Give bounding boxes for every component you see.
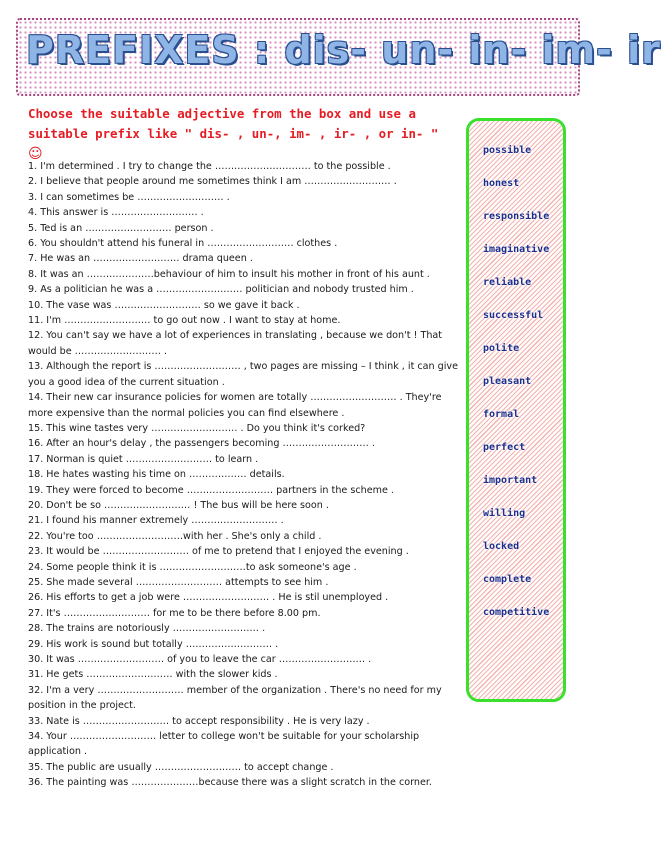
exercise-sentence: 25. She made several ……………………… attempts to see him . — [28, 576, 329, 588]
word-item: important — [483, 475, 538, 486]
exercise-sentence: 16. After an hour's delay , the passengers becoming ……………………… . — [28, 438, 375, 450]
exercise-sentence: 4. This answer is ……………………… . — [28, 207, 204, 219]
exercise-sentence: 26. His efforts to get a job were ……………………… . He is stil unemployed . — [28, 592, 389, 604]
exercise-sentence: 28. The trains are notoriously ……………………… . — [28, 623, 266, 635]
title-banner — [16, 18, 661, 96]
exercise-sentence: 31. He gets ……………………… with the slower kids . — [28, 669, 278, 681]
exercise-list — [28, 159, 458, 791]
exercise-sentence: 6. You shouldn't attend his funeral in ……………………… clothes . — [28, 238, 338, 250]
word-item: willing — [483, 508, 526, 519]
exercise-sentence: 34. Your ……………………… letter to college won't be suitable for your scholarship application . — [28, 731, 420, 758]
exercise-sentence: 14. Their new car insurance policies for women are totally ……………………… . They're more expensive than the normal policies you can find elsewhere . — [28, 392, 442, 419]
exercise-sentence: 30. It was ……………………… of you to leave the car ……………………… . — [28, 654, 372, 665]
exercise-sentence: 1. I'm determined . I try to change the ………………………… to the possible . — [28, 161, 391, 172]
exercise-sentence: 11. I'm ……………………… to go out now . I want to stay at home. — [28, 315, 341, 327]
exercise-sentence: 33. Nate is ……………………… to accept responsibility . He is very lazy . — [28, 715, 370, 727]
word-item: locked — [483, 541, 520, 552]
word-item: successful — [483, 310, 544, 321]
word-item: competitive — [483, 607, 550, 618]
word-item: reliable — [483, 277, 532, 288]
exercise-sentence: 17. Norman is quiet ……………………… to learn . — [28, 453, 259, 465]
exercise-sentence: 32. I'm a very ……………………… member of the organization . There's no need for my position in the project. — [28, 684, 442, 712]
exercise-sentence: 23. It would be ……………………… of me to pretend that I enjoyed the evening . — [28, 546, 409, 558]
exercise-sentence: 27. It's ……………………… for me to be there before 8.00 pm. — [28, 607, 321, 619]
word-item: polite — [483, 343, 520, 354]
word-item: formal — [483, 409, 520, 420]
exercise-sentence: 5. Ted is an ……………………… person . — [28, 222, 214, 234]
exercise-sentence: 22. You're too ………………………with her . She's only a child . — [28, 530, 322, 542]
exercise-sentence: 2. I believe that people around me sometimes think I am ……………………… . — [28, 176, 397, 188]
word-item: honest — [483, 178, 520, 189]
word-box — [466, 118, 566, 702]
exercise-sentence: 21. I found his manner extremely ……………………… . — [28, 515, 284, 527]
exercise-sentence: 20. Don't be so ……………………… ! The bus will be here soon . — [28, 499, 329, 511]
exercise-sentence: 7. He was an ……………………… drama queen . — [28, 253, 253, 265]
exercise-sentence: 9. As a politician he was a ……………………… politician and nobody trusted him . — [28, 284, 414, 296]
exercise-sentence: 15. This wine tastes very ……………………… . Do you think it's corked? — [28, 422, 366, 434]
exercise-sentence: 24. Some people think it is ………………………to ask someone's age . — [28, 561, 357, 573]
instructions — [28, 104, 448, 164]
exercise-sentence: 35. The public are usually ……………………… to accept change . — [28, 761, 334, 773]
word-item: possible — [483, 145, 532, 156]
exercise-sentence: 36. The painting was …………………because there was a slight scratch in the corner. — [28, 777, 432, 789]
smiley-icon: ☺ — [28, 146, 43, 162]
exercise-sentence: 29. His work is sound but totally ……………………… . — [28, 638, 279, 650]
exercise-sentence: 12. You can't say we have a lot of experiences in translating , because we don't ! That would be ……………………… . — [28, 330, 443, 357]
word-item: perfect — [483, 442, 526, 453]
word-item: responsible — [483, 211, 550, 222]
word-item: imaginative — [483, 244, 550, 255]
exercise-sentence: 19. They were forced to become ……………………… partners in the scheme . — [28, 484, 394, 496]
exercise-sentence: 18. He hates wasting his time on ……………… details. — [28, 469, 285, 481]
instructions-text: Choose the suitable adjective from the box and use a suitable prefix like " dis- , un-, im- , ir- , or in- " — [28, 106, 439, 141]
exercise-sentence: 8. It was an …………………behaviour of him to insult his mother in front of his aunt . — [28, 268, 430, 280]
exercise-sentence: 10. The vase was ……………………… so we gave it back . — [28, 299, 300, 311]
word-item: pleasant — [483, 376, 532, 387]
word-item: complete — [483, 574, 532, 585]
exercise-sentence: 13. Although the report is ……………………… , two pages are missing – I think , it can give you a good idea of the current situation . — [28, 361, 459, 388]
page-title: PREFIXES : dis- un- in- im- ir — [26, 28, 661, 72]
exercise-sentence: 3. I can sometimes be ……………………… . — [28, 191, 230, 203]
